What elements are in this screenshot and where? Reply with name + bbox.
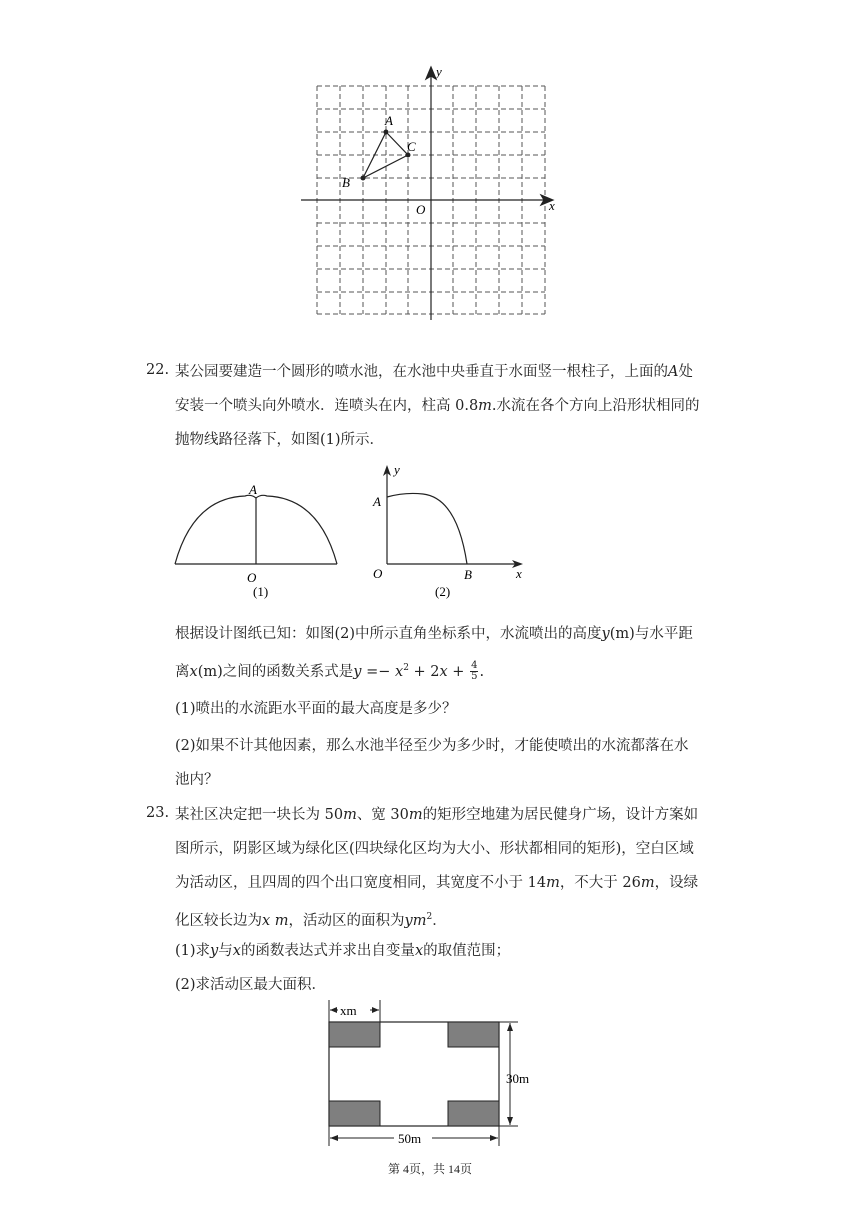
q22-sub-2-line-2: 池内？ [175,772,219,788]
fig2-label-x: x [516,566,522,581]
q23-line-4: 化区较长边为x m，活动区的面积为$ym^2$． [175,912,447,929]
q23-line-3: 为活动区，且四周的四个出口宽度相同，其宽度不小于 14m，不大于 26m，设绿 [175,875,699,891]
label-origin: O [416,202,426,217]
q23-sub-1: (1)求y与x的函数表达式并求出自变量x的取值范围； [175,943,511,959]
q22-line-3: 抛物线路径落下，如图(1)所示． [175,432,385,448]
question-23-number: 23. [146,805,170,821]
q22-line-4: 根据设计图纸已知：如图(2)中所示直角坐标系中，水流喷出的高度y(m)与水平距 [175,626,693,642]
q22-line-5: 离x(m)之间的函数关系式是$y =- x^2 + 2x$ + $\frac{4}{5}$ . [175,660,485,683]
green-area-top-left [329,1022,380,1047]
page-footer: 第 4页，共 14页 [387,1162,472,1176]
coordinate-grid-figure [295,62,565,324]
fig1-label-a: A [249,482,257,497]
green-area-bottom-right [448,1101,499,1126]
label-50m: 50m [398,1131,422,1146]
label-c: C [407,139,416,154]
point-a [384,130,389,135]
fig2-label-y: y [394,462,400,477]
green-area-top-right [448,1022,499,1047]
label-x-axis: x [549,198,555,213]
fig1-label-o: O [247,570,257,585]
question-22-number: 22. [146,362,170,378]
fountain-figures [165,460,545,610]
q22-line-1: 某公园要建造一个圆形的喷水池，在水池中央垂直于水面竖一根柱子，上面的A处 [175,364,693,380]
point-b [361,176,366,181]
q22-sub-2-line-1: (2)如果不计其他因素，那么水池半径至少为多少时，才能使喷出的水流都落在水 [175,738,689,754]
function-formula: $y =- x^2 + 2x$ + $\frac{4}{5}$ . [353,660,485,683]
green-area-bottom-left [329,1101,380,1126]
q23-line-1: 某社区决定把一块长为 50m、宽 30m的矩形空地建为居民健身广场，设计方案如 [175,807,699,823]
fig2-label-o: O [373,566,383,581]
label-b: B [342,175,350,190]
fig1-caption: (1) [253,584,269,599]
label-30m: 30m [506,1071,530,1086]
fig2-label-b: B [464,567,472,582]
plaza-figure [318,996,548,1148]
fig2-caption: (2) [435,584,451,599]
q23-sub-2: (2)求活动区最大面积． [175,977,327,993]
label-a: A [385,113,393,128]
figure-2 [372,462,523,599]
q22-sub-1: (1)喷出的水流距水平面的最大高度是多少？ [175,701,457,717]
label-y-axis: y [436,64,442,79]
q22-line-2: 安装一个喷头向外喷水．连喷头在内，柱高 0.8m.水流在各个方向上沿形状相同的 [175,398,700,414]
q23-line-2: 图所示，阴影区域为绿化区(四块绿化区均为大小、形状都相同的矩形)，空白区域 [175,841,694,857]
fig2-label-a: A [373,494,381,509]
figure-1 [175,482,337,599]
label-xm: xm [340,1003,357,1018]
fraction: $\frac{4}{5}$ [471,660,478,683]
